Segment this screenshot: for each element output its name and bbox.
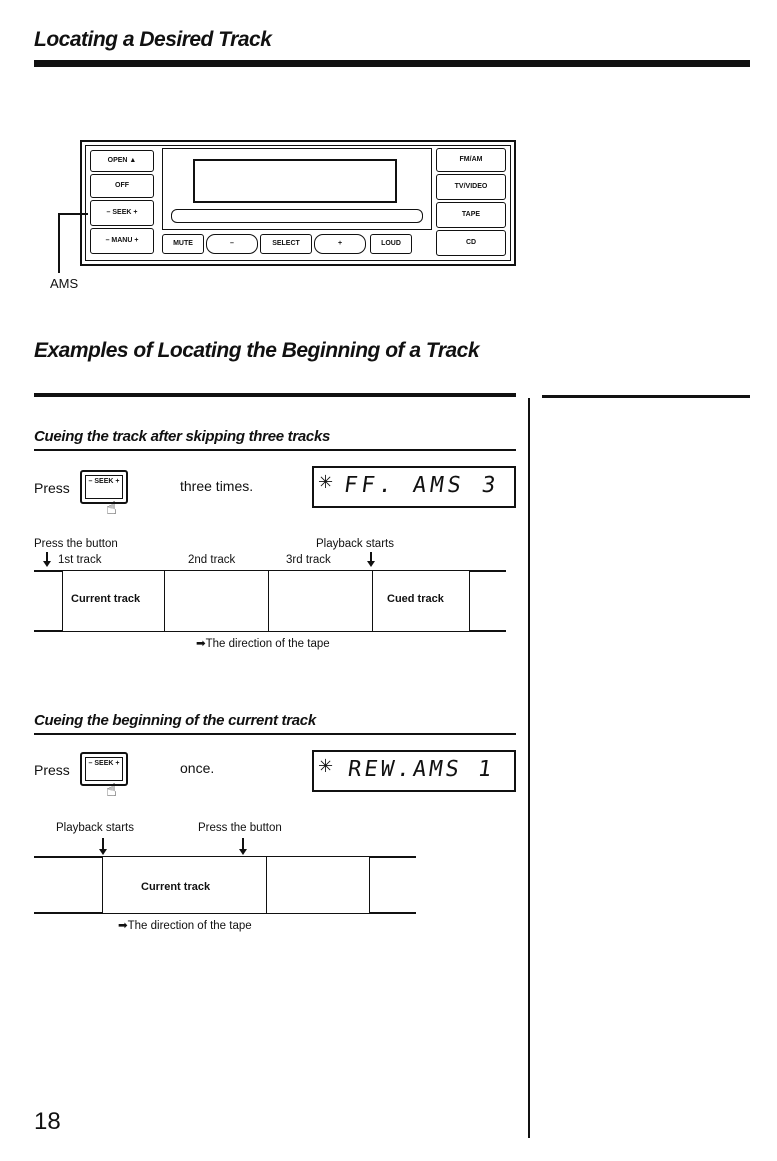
minus-button[interactable]: –	[206, 234, 258, 254]
ams-leader-vertical	[58, 213, 60, 273]
select-button[interactable]: SELECT	[260, 234, 312, 254]
example1-cell-current: Current track	[62, 570, 166, 632]
title-rule	[34, 60, 750, 67]
preset-strip	[171, 209, 423, 223]
example2-subtitle: Cueing the beginning of the current track	[34, 712, 316, 729]
column-divider	[528, 398, 530, 1138]
example2-playback-starts: Playback starts	[56, 822, 134, 834]
right-column-rule	[542, 395, 750, 398]
seek-button[interactable]: – SEEK +	[90, 200, 154, 226]
ams-leader-horizontal	[58, 213, 88, 215]
tape-button[interactable]: TAPE	[436, 202, 506, 228]
example2-finger-icon: ☝	[106, 780, 117, 800]
example1-lcd	[312, 466, 516, 508]
off-button[interactable]: OFF	[90, 174, 154, 198]
example1-track2: 2nd track	[188, 554, 236, 566]
example1-playback-arrow	[370, 552, 372, 562]
example2-cell-next	[266, 856, 370, 914]
example1-direction: ➡The direction of the tape	[196, 638, 330, 650]
example1-subtitle: Cueing the track after skipping three tracks	[34, 428, 331, 445]
example2-press-button: Press the button	[198, 822, 282, 834]
example1-cell-cued: Cued track	[372, 570, 470, 632]
manu-button[interactable]: – MANU +	[90, 228, 154, 254]
tv-video-button[interactable]: TV/VIDEO	[436, 174, 506, 200]
display-screen	[193, 159, 397, 203]
plus-button[interactable]: +	[314, 234, 366, 254]
example2-blink-icon: ✳	[318, 756, 334, 776]
mute-button[interactable]: MUTE	[162, 234, 204, 254]
example1-press-button: Press the button	[34, 538, 118, 550]
example1-playback-starts: Playback starts	[316, 538, 394, 550]
example2-lcd	[312, 750, 516, 792]
example1-track1: 1st track	[58, 554, 102, 566]
example1-times: three times.	[180, 478, 254, 494]
example1-press: Press	[34, 480, 70, 496]
open-button[interactable]: OPEN ▲	[90, 150, 154, 172]
example2-direction: ➡The direction of the tape	[118, 920, 252, 932]
example1-seek-button: – SEEK +	[80, 470, 128, 504]
loud-button[interactable]: LOUD	[370, 234, 412, 254]
page-title: Locating a Desired Track	[34, 28, 272, 51]
example2-rule	[34, 733, 516, 735]
fm-am-button[interactable]: FM/AM	[436, 148, 506, 172]
page-number: 18	[34, 1108, 61, 1135]
section-title: Examples of Locating the Beginning of a Track	[34, 339, 480, 362]
ams-label: AMS	[50, 276, 79, 291]
example1-cell-2nd	[164, 570, 270, 632]
example2-seek-button: – SEEK +	[80, 752, 128, 786]
example2-cell-current: Current track	[102, 856, 268, 914]
example2-playback-arrow	[102, 838, 104, 850]
example2-press: Press	[34, 762, 70, 778]
example2-times: once.	[180, 760, 215, 776]
car-stereo-panel	[80, 140, 516, 266]
example1-finger-icon: ☝	[106, 498, 117, 518]
display-frame	[162, 148, 432, 230]
example1-rule	[34, 449, 516, 451]
example2-lcd-text: REW.AMS 1	[346, 757, 496, 782]
section-rule	[34, 393, 516, 397]
example1-track3: 3rd track	[286, 554, 331, 566]
example1-blink-icon: ✳	[318, 472, 334, 492]
example1-press-arrow	[46, 552, 48, 562]
example2-press-arrow	[242, 838, 244, 850]
example1-lcd-text: FF. AMS 3	[342, 473, 501, 498]
cd-button[interactable]: CD	[436, 230, 506, 256]
example1-cell-3rd	[268, 570, 374, 632]
